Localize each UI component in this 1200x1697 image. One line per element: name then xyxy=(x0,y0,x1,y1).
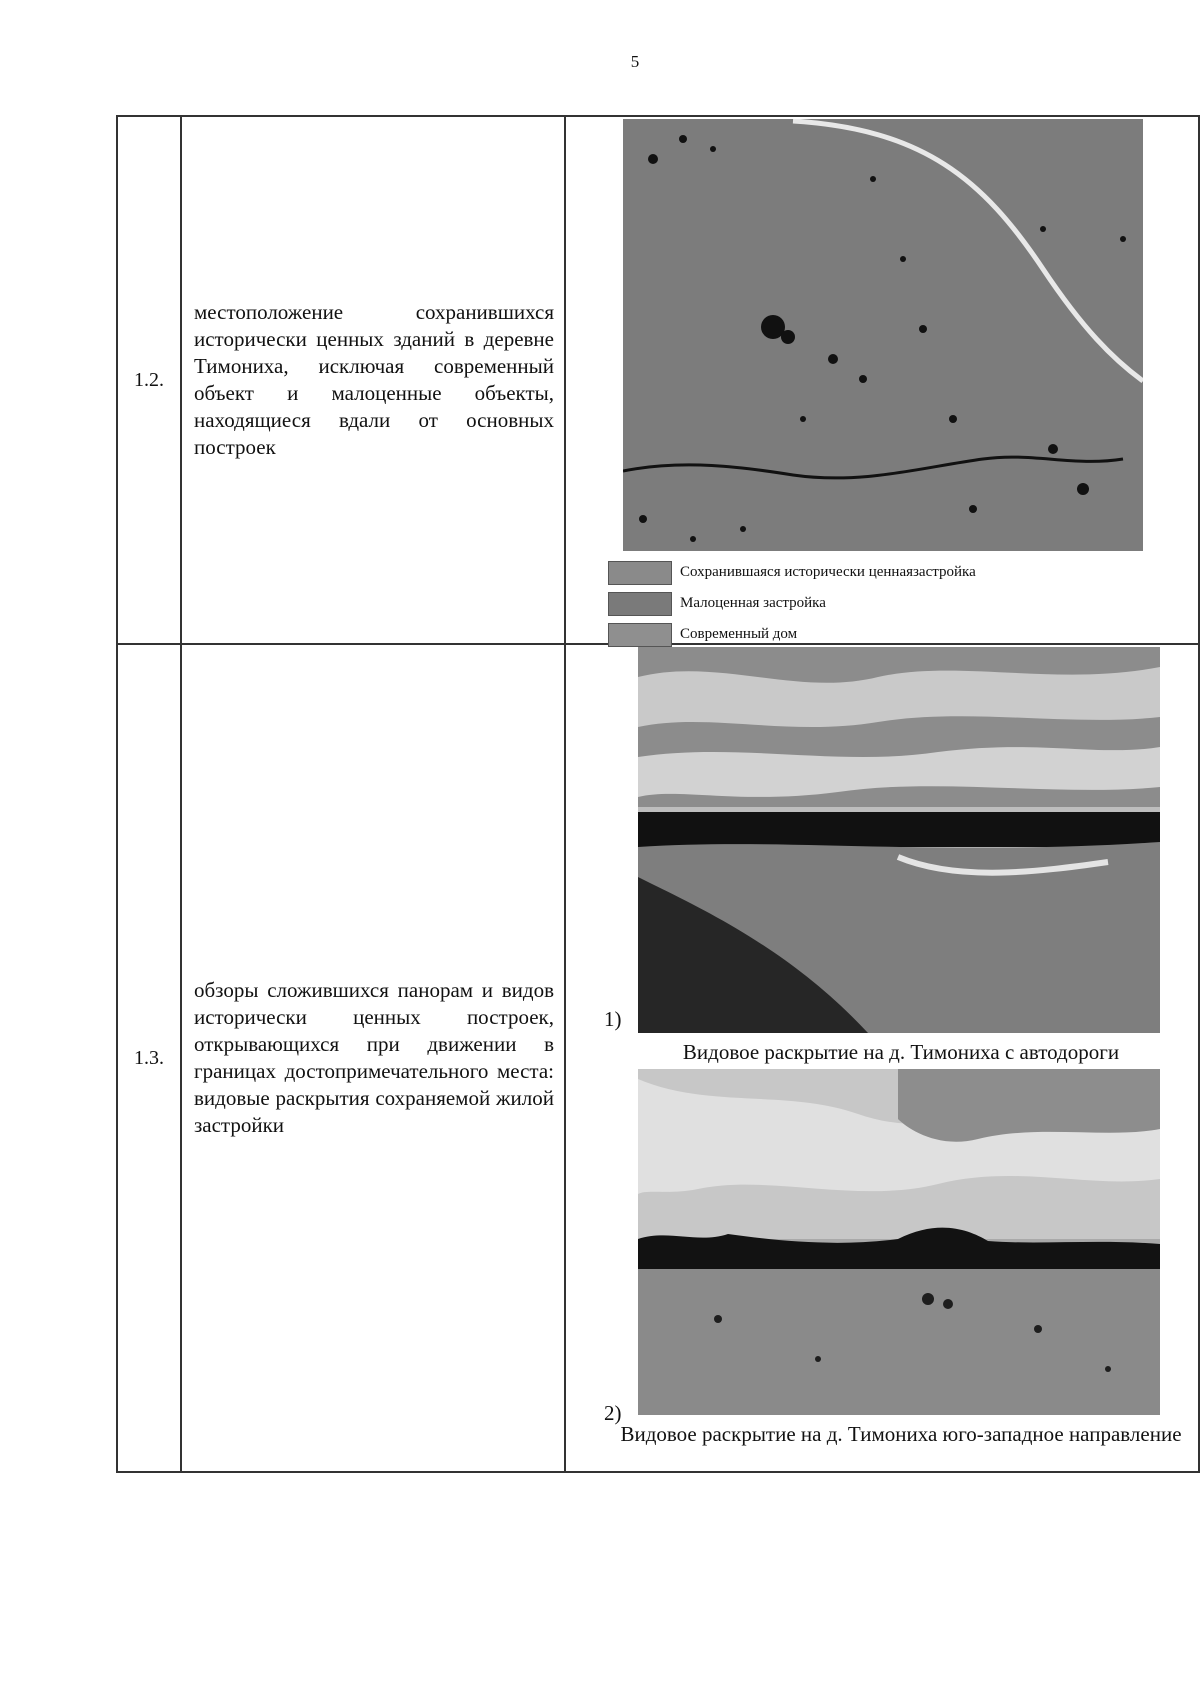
aerial-map-image xyxy=(623,119,1143,551)
document-table xyxy=(116,115,1200,1473)
page-number: 5 xyxy=(630,52,640,71)
map-drawing xyxy=(623,119,1143,551)
row-number: 1.3. xyxy=(117,644,181,1472)
row-description: местоположение сохранившихся исторически ценных зданий в деревне Тимониха, исключая современный объект и малоценные объекты, находящиеся вдали от основных построек xyxy=(181,116,565,644)
legend-label: Современный дом xyxy=(680,626,798,642)
photo-number: 2) xyxy=(604,1401,622,1425)
photo-drawing xyxy=(638,1069,1160,1415)
row-description: обзоры сложившихся панорам и видов исторически ценных построек, открывающихся при движении в границах достопримечательного места: видовые раскрытия сохраняемой жилой застройки xyxy=(181,644,565,1472)
row-number: 1.2. xyxy=(117,116,181,644)
landscape-photo xyxy=(638,647,1160,1033)
photo-caption: Видовое раскрытие на д. Тимониха с автодороги xyxy=(682,1040,1120,1064)
photo-caption: Видовое раскрытие на д. Тимониха юго-западное направление xyxy=(620,1422,1182,1446)
legend-item xyxy=(608,588,976,619)
legend-swatch xyxy=(608,561,672,585)
legend-label: Малоценная застройка xyxy=(680,595,826,611)
table-row xyxy=(117,644,1199,1472)
map-cell xyxy=(565,116,1199,644)
legend-item xyxy=(608,557,976,588)
legend-label: Сохранившаяся исторически ценнаязастройка xyxy=(680,564,976,580)
legend-swatch xyxy=(608,592,672,616)
photo-number: 1) xyxy=(604,1007,622,1031)
table-row xyxy=(117,116,1199,644)
legend-swatch xyxy=(608,623,672,647)
map-legend xyxy=(608,557,976,650)
photos-cell xyxy=(565,644,1199,1472)
photo-drawing xyxy=(638,647,1160,1033)
landscape-photo xyxy=(638,1069,1160,1415)
